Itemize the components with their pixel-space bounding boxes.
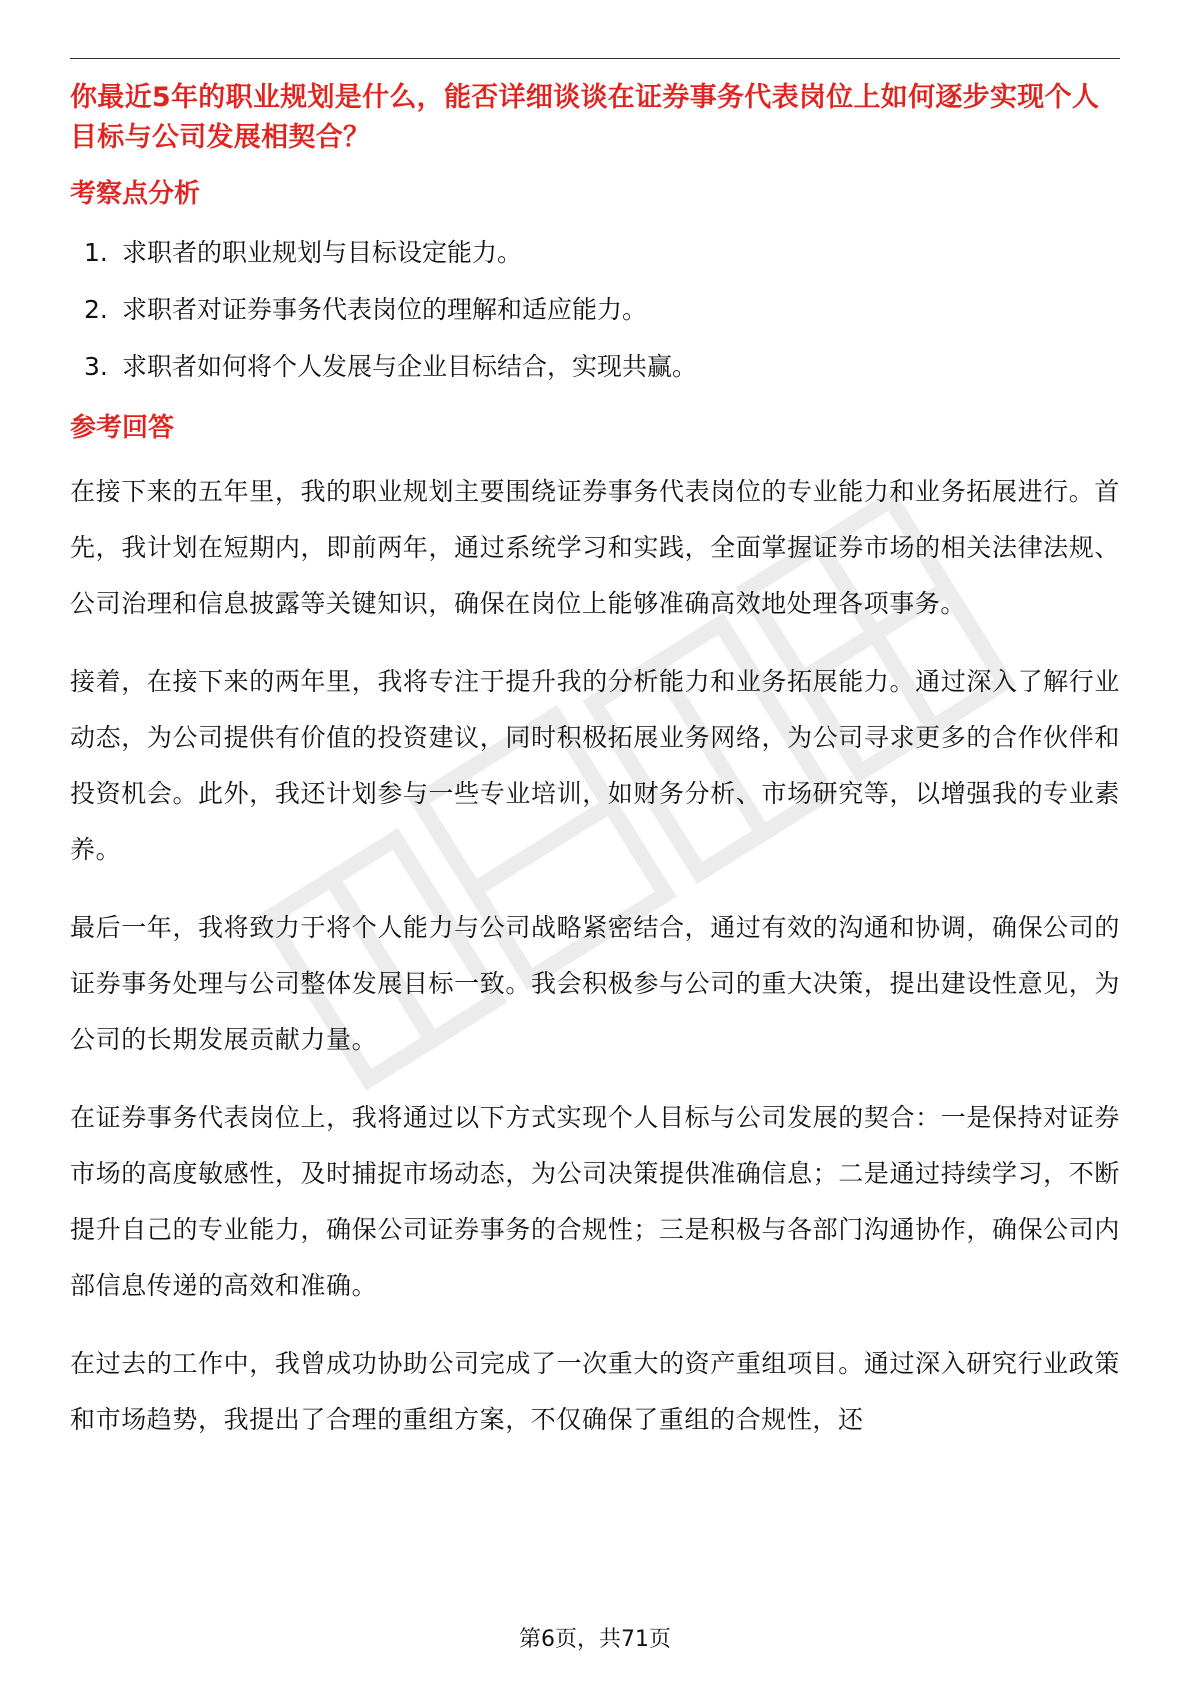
answer-paragraph: 最后一年，我将致力于将个人能力与公司战略紧密结合，通过有效的沟通和协调，确保公司的证券事务处理与公司整体发展目标一致。我会积极参与公司的重大决策，提出建设性意见，为公司的长期发展贡献力量。 <box>70 913 1120 1054</box>
list-item <box>70 236 1120 270</box>
list-number: 2. <box>84 295 108 324</box>
answer-section-title: 参考回答 <box>70 413 175 443</box>
page-number: 第6页，共71页 <box>519 1627 671 1652</box>
answer-paragraph: 在接下来的五年里，我的职业规划主要围绕证券事务代表岗位的专业能力和业务拓展进行。首先，我计划在短期内，即前两年，通过系统学习和实践，全面掌握证券市场的相关法律法规、公司治理和信息披露等关键知识，确保在岗位上能够准确高效地处理各项事务。 <box>70 477 1120 618</box>
list-text: 求职者如何将个人发展与企业目标结合，实现共赢。 <box>122 352 698 381</box>
question-heading: 你最近5年的职业规划是什么，能否详细谈谈在证券事务代表岗位上如何逐步实现个人目标与公司发展相契合？ <box>70 82 1100 153</box>
answer-paragraph: 在证券事务代表岗位上，我将通过以下方式实现个人目标与公司发展的契合：一是保持对证券市场的高度敏感性，及时捕捉市场动态，为公司决策提供准确信息；二是通过持续学习，不断提升自己的专业能力，确保公司证券事务的合规性；三是积极与各部门沟通协作，确保公司内部信息传递的高效和准确。 <box>70 1103 1120 1300</box>
analysis-list <box>70 236 1120 384</box>
list-text: 求职者的职业规划与目标设定能力。 <box>122 238 523 267</box>
document-body <box>70 78 1120 1448</box>
analysis-section-title: 考察点分析 <box>70 179 201 209</box>
list-item <box>70 350 1120 384</box>
list-item <box>70 293 1120 327</box>
list-number: 3. <box>84 352 108 381</box>
list-number: 1. <box>84 238 108 267</box>
header-rule <box>70 58 1120 59</box>
answer-paragraph: 在过去的工作中，我曾成功协助公司完成了一次重大的资产重组项目。通过深入研究行业政策和市场趋势，我提出了合理的重组方案，不仅确保了重组的合规性，还 <box>70 1349 1120 1434</box>
list-text: 求职者对证券事务代表岗位的理解和适应能力。 <box>122 295 648 324</box>
answer-paragraph: 接着，在接下来的两年里，我将专注于提升我的分析能力和业务拓展能力。通过深入了解行业动态，为公司提供有价值的投资建议，同时积极拓展业务网络，为公司寻求更多的合作伙伴和投资机会。此外，我还计划参与一些专业培训，如财务分析、市场研究等，以增强我的专业素养。 <box>70 667 1120 864</box>
